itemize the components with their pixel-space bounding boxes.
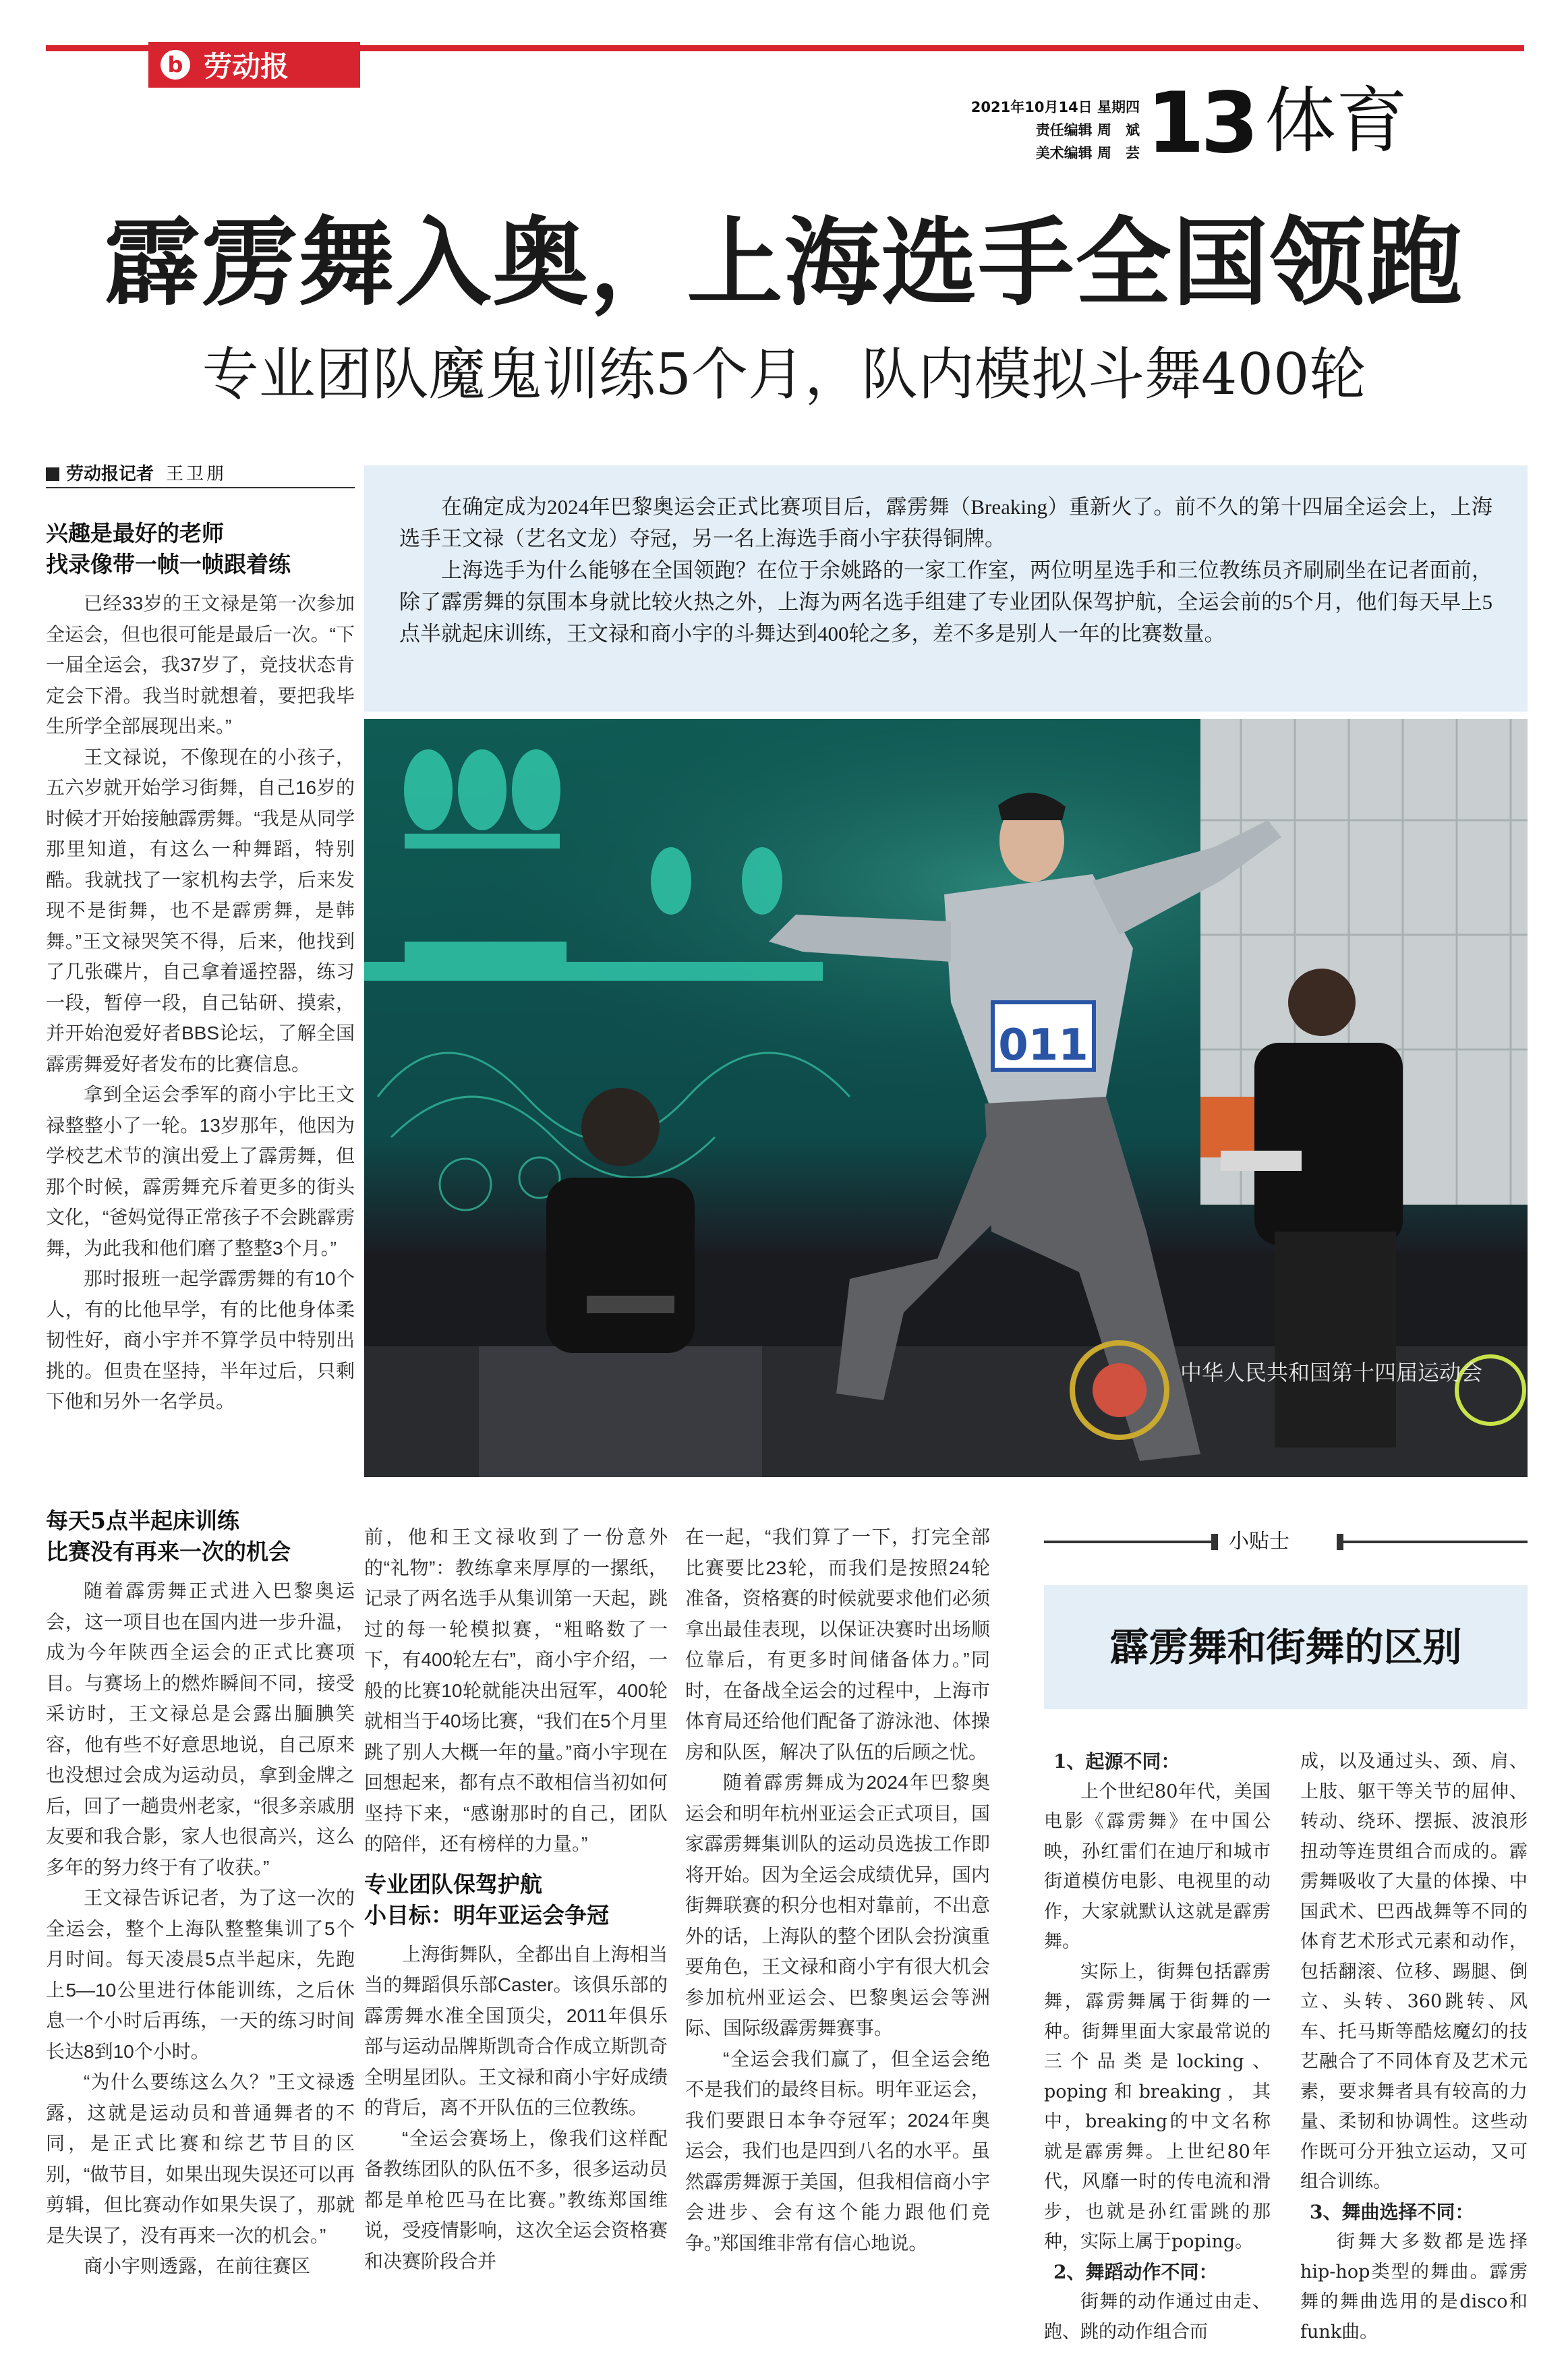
tips-paragraph: 实际上，街舞包括霹雳舞，霹雳舞属于街舞的一种。街舞里面大家最常说的三个品类是locking、poping和breaking，其中，breaking的中文名称就是霹雳舞。上世纪80年代，风靡一时的传电流和滑步，也就是孙红雷跳的那种，实际上属于poping。 — [1044, 1961, 1271, 2252]
section-heading: 专业团队保驾护航 小目标：明年亚运会争冠 — [364, 1870, 609, 1928]
body-paragraph: 在一起，“我们算了一下，打完全部比赛要比23轮，而我们是按照24轮准备，资格赛的时候就要求他们必须拿出最佳表现，以保证决赛时出场顺位靠后，有更多时间储备体力。”同时，在备战全运会的过程中，上海市体育局还给他们配备了游泳池、体操房和队医，解决了队伍的后顾之忧。 — [685, 1526, 990, 1762]
tips-paragraph: 上个世纪80年代，美国电影《霹雳舞》在中国公映，孙红雷们在迪厅和城市街道模仿电影、电视里的动作，大家就默认这就是霹雳舞。 — [1044, 1781, 1271, 1952]
lead-paragraph: 上海选手为什么能够在全国领跑？在位于余姚路的一家工作室，两位明星选手和三位教练员齐刷刷坐在记者面前，除了霹雳舞的氛围本身就比较火热之外，上海为两名选手组建了专业团队保驾护航，全运会前的5个月，他们每天早上5点半就起床训练，王文禄和商小宇的斗舞达到400轮之多，差不多是别人一年的比赛数量。 — [399, 558, 1492, 645]
art-editor: 美术编辑 周 芸 — [1035, 145, 1140, 161]
games-banner-text: 中华人民共和国第十四届运动会 — [1180, 1360, 1483, 1385]
top-rule-right — [360, 45, 1524, 51]
body-paragraph: 那时报班一起学霹雳舞的有10个人，有的比他早学，有的比他身体柔韧性好，商小宇并不算学员中特别出挑的。但贵在坚持，半年过后，只剩下他和另外一名学员。 — [46, 1268, 355, 1412]
bib-number: 011 — [998, 1021, 1088, 1070]
body-paragraph: 前，他和王文禄收到了一份意外的“礼物”：教练拿来厚厚的一摞纸，记录了两名选手从集训第一天起，跳过的每一轮模拟赛，“粗略数了一下，有400轮左右”，商小宇介绍，一般的比赛10轮就能决出冠军，400轮就相当于40场比赛，“我们在5个月里跳了别人大概一年的量。”商小宇现在回想起来，都有点不敢相信当初如何坚持下来，“感谢那时的自己，团队的陪伴，还有榜样的力量。” — [364, 1526, 668, 1854]
tips-label: 小贴士 — [1229, 1530, 1289, 1553]
body-paragraph: 随着霹雳舞正式进入巴黎奥运会，这一项目也在国内进一步升温，成为今年陕西全运会的正式比赛项目。与赛场上的燃炸瞬间不同，接受采访时，王文禄总是会露出腼腆笑容，他有些不好意思地说，自己原来也没想过会成为运动员，拿到金牌之后，回了一趟贵州老家，“很多亲戚朋友要和我合影，家人也很高兴，这么多年的努力终于有了收获。” — [46, 1580, 355, 1878]
tips-rule-right — [1343, 1541, 1528, 1543]
article-column-1 — [46, 511, 355, 1497]
issue-meta — [803, 96, 1140, 165]
tips-rule-left — [1044, 1541, 1211, 1543]
section-heading: 兴趣是最好的老师 找录像带一帧一帧跟着练 — [46, 520, 291, 577]
body-paragraph: 随着霹雳舞成为2024年巴黎奥运会和明年杭州亚运会正式项目，国家霹雳舞集训队的运动员选拔工作即将开始。因为全运会成绩优异，国内街舞联赛的积分也相对靠前，不出意外的话，上海队的整个团队会扮演重要角色，王文禄和商小宇有很大机会参加杭州亚运会、巴黎奥运会等洲际、国际级霹雳舞赛事。 — [685, 1772, 990, 2038]
tips-marker-right — [1337, 1534, 1343, 1550]
tips-marker-left — [1211, 1534, 1218, 1550]
subheadline: 专业团队魔鬼训练5个月，队内模拟斗舞400轮 — [202, 341, 1366, 407]
body-paragraph: “全运会我们赢了，但全运会绝不是我们的最终目标。明年亚运会，我们要跟日本争夺冠军；2024年奥运会，我们也是四到八名的水平。虽然霹雳舞源于美国，但我相信商小宇会进步、会有这个能力跟他们竞争。”郑国维非常有信心地说。 — [685, 2048, 990, 2253]
breakdancer-photo — [364, 719, 1528, 1477]
section-heading: 每天5点半起床训练 比赛没有再来一次的机会 — [46, 1507, 291, 1565]
tips-column-left — [1044, 1747, 1271, 2342]
lead-box — [364, 465, 1528, 712]
body-paragraph: “为什么要练这么久？”王文禄透露，这就是运动员和普通舞者的不同，是正式比赛和综艺节目的区别，“做节目，如果出现失误还可以再剪辑，但比赛动作如果失误了，那就是失误了，没有再来一次的机会。” — [46, 2071, 355, 2246]
tips-paragraph: 成，以及通过头、颈、肩、上肢、躯干等关节的屈伸、转动、绕环、摆振、波浪形扭动等连贯组合而成的。霹雳舞吸收了大量的体操、中国武术、巴西战舞等不同的体育艺术形式元素和动作，包括翻滚、位移、踢腿、倒立、头转、360跳转、风车、托马斯等酷炫魔幻的技艺融合了不同体育及艺术元素，要求舞者具有较高的力量、柔韧和协调性。这些动作既可分开独立运动，又可组合训练。 — [1300, 1751, 1528, 2192]
body-paragraph: “全运会赛场上，像我们这样配备教练团队的队伍不多，很多运动员都是单枪匹马在比赛。”教练郑国维说，受疫情影响，这次全运会资格赛和决赛阶段合并 — [364, 2127, 668, 2272]
top-rule-left — [46, 45, 148, 51]
tips-heading: 3、舞曲选择不同： — [1310, 2200, 1474, 2223]
tips-title: 霹雳舞和街舞的区别 — [1044, 1585, 1528, 1709]
lead-paragraph: 在确定成为2024年巴黎奥运会正式比赛项目后，霹雳舞（Breaking）重新火了。前不久的第十四届全运会上，上海选手王文禄（艺名文龙）夺冠，另一名上海选手商小宇获得铜牌。 — [399, 495, 1492, 550]
newspaper-logo — [148, 42, 360, 88]
responsible-editor: 责任编辑 周 斌 — [1035, 122, 1140, 138]
byline — [46, 461, 227, 488]
main-photo — [364, 719, 1528, 1477]
article-column-2 — [364, 1522, 668, 2342]
tips-paragraph: 街舞的动作通过由走、跑、跳的动作组合而 — [1044, 2291, 1271, 2342]
byline-name: 王卫朋 — [166, 464, 227, 484]
byline-rule — [46, 487, 355, 488]
body-paragraph: 已经33岁的王文禄是第一次参加全运会，但也很可能是最后一次。“下一届全运会，我37岁了，竞技状态肯定会下滑。我当时就想着，要把我毕生所学全部展现出来。” — [46, 593, 355, 737]
logo-text: 劳动报 — [204, 50, 289, 83]
tips-heading: 1、起源不同： — [1053, 1750, 1180, 1773]
issue-date: 2021年10月14日 星期四 — [970, 99, 1140, 115]
article-column-3 — [685, 1522, 990, 2342]
body-paragraph: 王文禄告诉记者，为了这一次的全运会，整个上海队整整集训了5个月时间。每天凌晨5点半起床，先跑上5—10公里进行体能训练，之后休息一个小时后再练，一天的练习时间长达8到10个小时。 — [46, 1887, 355, 2062]
body-paragraph: 上海街舞队，全都出自上海相当当的舞蹈俱乐部Caster。该俱乐部的霹雳舞水准全国顶尖，2011年俱乐部与运动品牌斯凯奇合作成立斯凯奇全明星团队。王文禄和商小宇好成绩的背后，离不开队伍的三位教练。 — [364, 1943, 668, 2118]
logo-icon: b — [161, 50, 190, 80]
body-paragraph: 王文禄说，不像现在的小孩子，五六岁就开始学习街舞，自己16岁的时候才开始接触霹雳舞。“我是从同学那里知道，有这么一种舞蹈，特别酷。我就找了一家机构去学，后来发现不是街舞，也不是霹雳舞，是韩舞。”王文禄哭笑不得，后来，他找到了几张碟片，自己拿着遥控器，练习一段，暂停一段，自己钻研、摸索，并开始泡爱好者BBS论坛，了解全国霹雳舞爱好者发布的比赛信息。 — [46, 746, 355, 1074]
tips-heading: 2、舞蹈动作不同： — [1053, 2260, 1218, 2283]
headline: 霹雳舞入奥，上海选手全国领跑 — [104, 207, 1464, 319]
byline-label: 劳动报记者 — [66, 464, 154, 484]
tips-paragraph: 街舞大多数都是选择hip-hop类型的舞曲。霹雳舞的舞曲选用的是disco和funk曲。 — [1300, 2231, 1528, 2342]
article-column-1b — [46, 1505, 355, 2342]
section-name: 体育 — [1265, 80, 1407, 163]
body-paragraph: 拿到全运会季军的商小宇比王文禄整整小了一轮。13岁那年，他因为学校艺术节的演出爱上了霹雳舞，但那个时候，霹雳舞充斥着更多的街头文化，“爸妈觉得正常孩子不会跳霹雳舞，为此我和他们磨了整整3个月。” — [46, 1084, 355, 1259]
byline-square-icon — [46, 467, 59, 481]
tips-column-right — [1300, 1747, 1528, 2342]
body-paragraph: 商小宇则透露，在前往赛区 — [84, 2256, 311, 2276]
page-number: 13 — [1146, 75, 1255, 172]
